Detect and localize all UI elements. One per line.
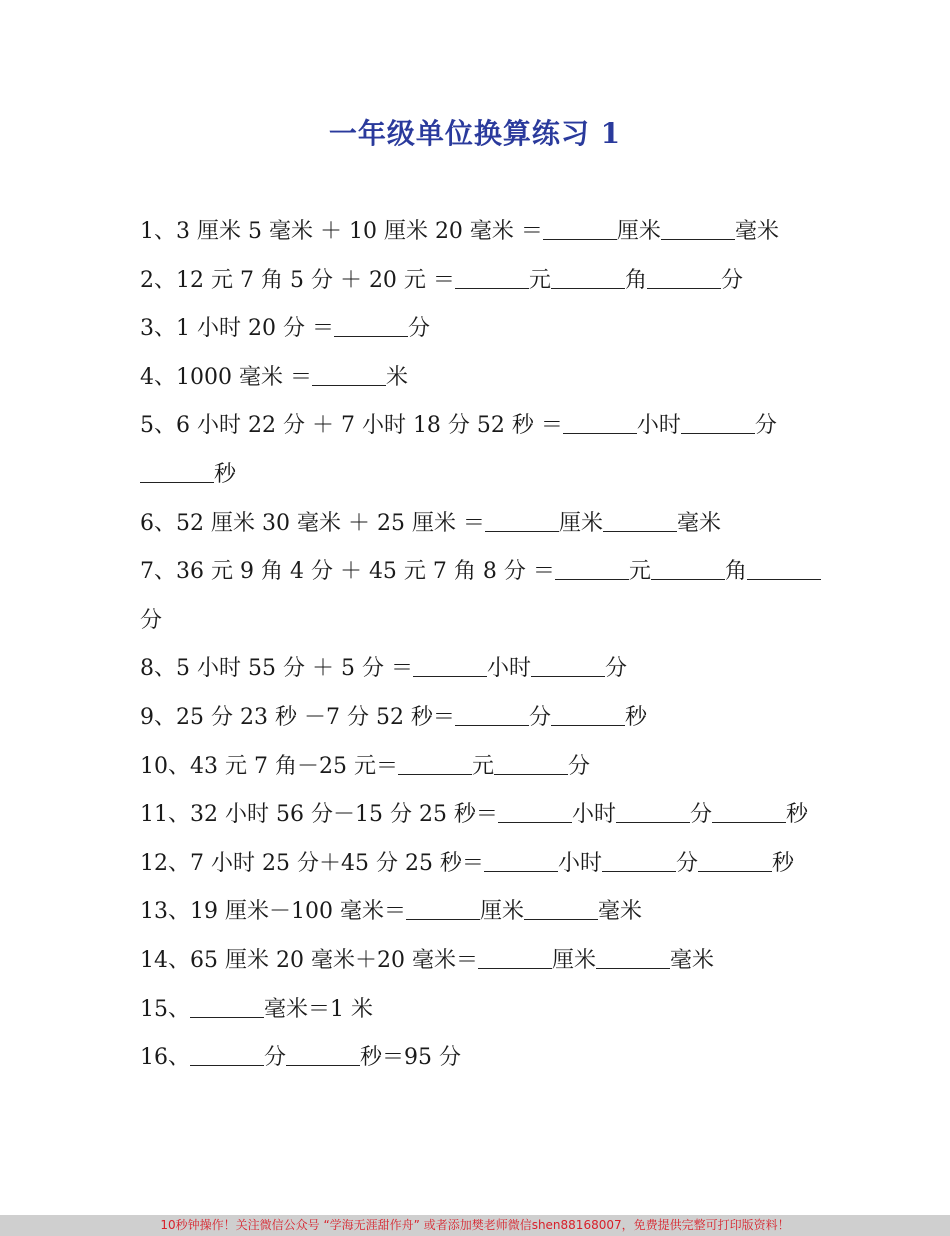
unit-label: 毫米 [734, 219, 779, 244]
answer-blank[interactable] [712, 821, 786, 823]
problem-line [140, 257, 830, 306]
unit-label: 分 [140, 607, 163, 633]
answer-blank[interactable] [455, 287, 529, 289]
answer-blank[interactable] [140, 481, 214, 483]
unit-label: 分 [689, 802, 712, 828]
unit-label: 秒 [771, 850, 794, 876]
unit-label: 小时 [571, 802, 616, 828]
answer-blank[interactable] [478, 967, 552, 969]
problem-text: 14、65 厘米 20 毫米＋20 毫米＝ [140, 947, 478, 973]
problem-text: 5、6 小时 22 分 ＋ 7 小时 18 分 52 秒 ＝ [140, 413, 563, 439]
problem-line-continued [140, 597, 830, 646]
unit-label: 厘米 [616, 219, 661, 244]
answer-blank[interactable] [661, 238, 735, 240]
problem-line [140, 305, 830, 354]
problem-line [140, 986, 830, 1035]
unit-label: 毫米 [597, 899, 642, 925]
answer-blank[interactable] [524, 918, 598, 920]
problem-text: 3、1 小时 20 分 ＝ [140, 316, 334, 342]
answer-blank[interactable] [563, 432, 637, 434]
problem-text: 11、32 小时 56 分－15 分 25 秒＝ [140, 802, 498, 828]
problem-text: 15、 [140, 996, 190, 1022]
problem-text: 8、5 小时 55 分 ＋ 5 分 ＝ [140, 656, 413, 682]
answer-blank[interactable] [494, 773, 568, 775]
unit-label: 分 [754, 413, 777, 439]
answer-blank[interactable] [334, 335, 408, 337]
unit-label: 厘米 [558, 510, 603, 536]
unit-label: 分 [567, 753, 590, 779]
problem-text: 10、43 元 7 角－25 元＝ [140, 753, 398, 779]
problem-text: 7、36 元 9 角 4 分 ＋ 45 元 7 角 8 分 ＝ [140, 559, 555, 585]
problem-line [140, 743, 830, 792]
unit-label: 秒 [624, 704, 647, 730]
problem-line [140, 500, 830, 549]
unit-label: 分 [675, 850, 698, 876]
unit-label: 毫米 [676, 510, 721, 536]
answer-blank[interactable] [747, 578, 821, 580]
answer-blank[interactable] [555, 578, 629, 580]
problem-line [140, 694, 830, 743]
answer-blank[interactable] [551, 724, 625, 726]
problem-line [140, 548, 830, 597]
unit-label: 毫米＝1 米 [264, 996, 373, 1022]
unit-label: 元 [528, 267, 551, 293]
answer-blank[interactable] [455, 724, 529, 726]
unit-label: 分 [264, 1045, 287, 1071]
unit-label: 秒＝95 分 [360, 1045, 462, 1071]
unit-label: 分 [720, 267, 743, 293]
unit-label: 厘米 [551, 947, 596, 973]
unit-label: 分 [528, 704, 551, 730]
answer-blank[interactable] [190, 1064, 264, 1066]
page-title: 一年级单位换算练习 1 [328, 117, 622, 150]
answer-blank[interactable] [190, 1016, 264, 1018]
problem-line-continued [140, 451, 830, 500]
problem-line [140, 402, 830, 451]
unit-label: 分 [407, 316, 430, 342]
problem-text: 9、25 分 23 秒 －7 分 52 秒＝ [140, 704, 455, 730]
problem-line [140, 937, 830, 986]
problem-text: 6、52 厘米 30 毫米 ＋ 25 厘米 ＝ [140, 510, 485, 536]
answer-blank[interactable] [647, 287, 721, 289]
problem-line [140, 1034, 830, 1083]
footer-bar [0, 1215, 950, 1236]
problem-line [140, 840, 830, 889]
answer-blank[interactable] [485, 530, 559, 532]
answer-blank[interactable] [413, 675, 487, 677]
unit-label: 厘米 [479, 899, 524, 925]
problem-line [140, 888, 830, 937]
unit-label: 小时 [486, 656, 531, 682]
answer-blank[interactable] [616, 821, 690, 823]
unit-label: 元 [628, 559, 651, 585]
answer-blank[interactable] [596, 967, 670, 969]
problem-line [140, 791, 830, 840]
problem-text: 13、19 厘米－100 毫米＝ [140, 899, 406, 925]
unit-label: 毫米 [669, 947, 714, 973]
unit-label: 小时 [636, 413, 681, 439]
answer-blank[interactable] [312, 384, 386, 386]
unit-label: 秒 [785, 802, 808, 828]
answer-blank[interactable] [651, 578, 725, 580]
problem-text: 16、 [140, 1045, 190, 1071]
answer-blank[interactable] [498, 821, 572, 823]
answer-blank[interactable] [531, 675, 605, 677]
answer-blank[interactable] [551, 287, 625, 289]
answer-blank[interactable] [286, 1064, 360, 1066]
answer-blank[interactable] [406, 918, 480, 920]
unit-label: 角 [724, 559, 747, 585]
answer-blank[interactable] [398, 773, 472, 775]
unit-label: 米 [385, 364, 408, 390]
problem-text: 12、7 小时 25 分＋45 分 25 秒＝ [140, 850, 484, 876]
problem-list [140, 208, 830, 1083]
answer-blank[interactable] [484, 870, 558, 872]
problem-line [140, 208, 830, 257]
answer-blank[interactable] [602, 870, 676, 872]
answer-blank[interactable] [681, 432, 755, 434]
unit-label: 元 [471, 753, 494, 779]
problem-line [140, 354, 830, 403]
unit-label: 分 [604, 656, 627, 682]
unit-label: 小时 [557, 850, 602, 876]
problem-text: 4、1000 毫米 ＝ [140, 364, 312, 390]
problem-text: 2、12 元 7 角 5 分 ＋ 20 元 ＝ [140, 267, 455, 293]
problem-line [140, 645, 830, 694]
footer-notice: 10秒钟操作！关注微信公众号 “学海无涯甜作舟” 或者添加樊老师微信shen88168007，免费提供完整可打印版资料！ [160, 1218, 790, 1232]
unit-label: 秒 [214, 461, 237, 487]
unit-label: 角 [624, 267, 647, 293]
problem-text: 1、3 厘米 5 毫米 ＋ 10 厘米 20 毫米 ＝ [140, 219, 543, 244]
answer-blank[interactable] [698, 870, 772, 872]
answer-blank[interactable] [543, 238, 617, 240]
answer-blank[interactable] [603, 530, 677, 532]
